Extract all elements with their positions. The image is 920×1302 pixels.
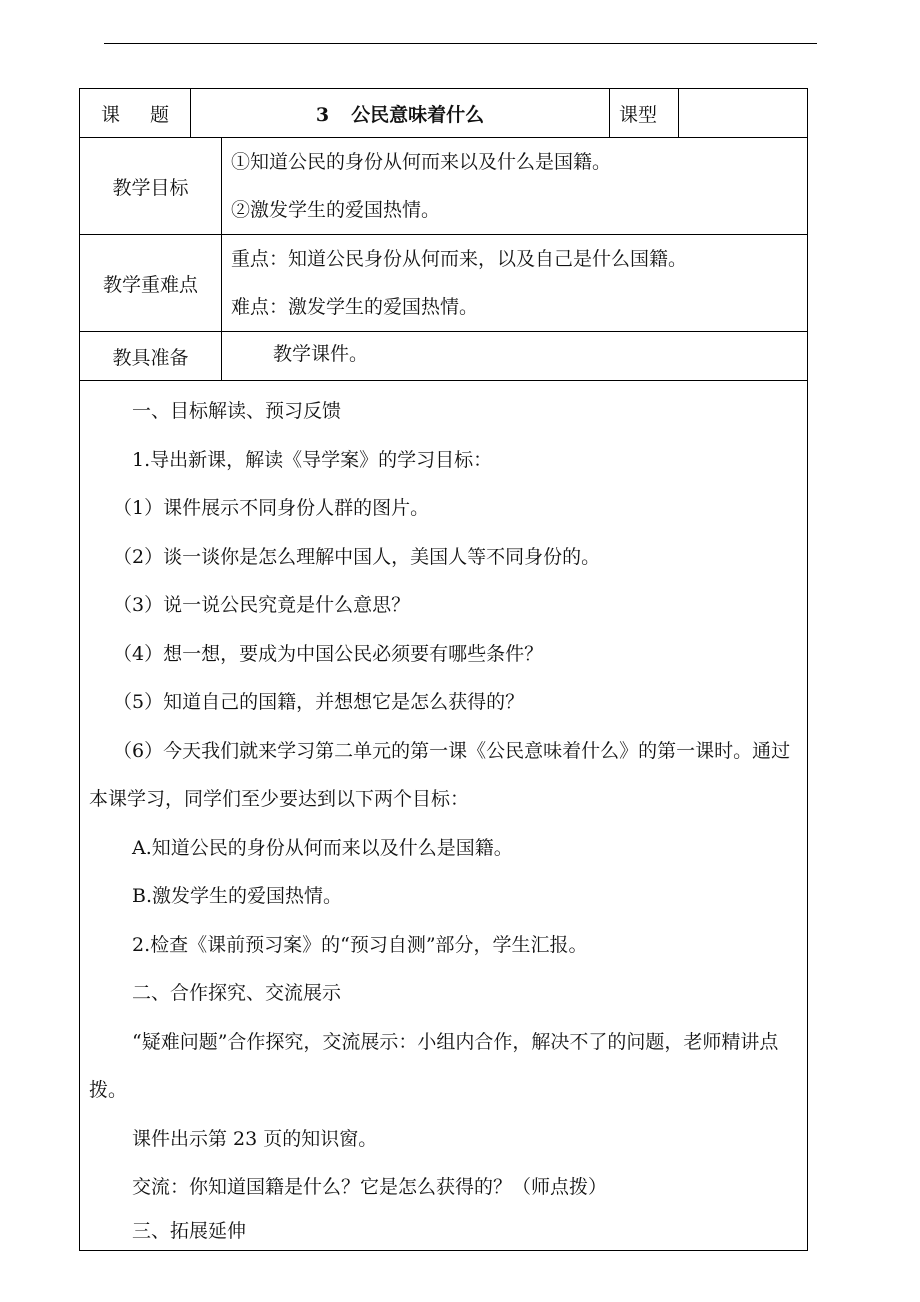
lesson-label-cell <box>80 89 191 138</box>
goal-a: A.知道公民的身份从何而来以及什么是国籍。 <box>132 836 513 859</box>
title-row <box>80 89 808 138</box>
section-heading-2: 二、合作探究、交流展示 <box>132 982 342 1004</box>
keypoints-row <box>80 235 808 332</box>
keypoints-content <box>222 235 808 332</box>
lesson-title-cell <box>191 89 610 138</box>
step-1: 1.导出新课，解读《导学案》的学习目标： <box>132 448 493 471</box>
type-value-cell <box>679 89 808 138</box>
lesson-label-b: 题 <box>150 103 170 126</box>
keypoints-label: 教学重难点 <box>102 273 198 296</box>
keypoints-label-cell <box>80 235 222 332</box>
sub-item-3: （3）说一说公民究竟是什么意思？ <box>113 594 411 616</box>
knowledge-window: 课件出示第 23 页的知识窗。 <box>132 1127 378 1150</box>
lesson-label-a: 课 <box>100 103 120 126</box>
objective-item: ②激发学生的爱国热情。 <box>231 199 441 221</box>
section-heading-1: 一、目标解读、预习反馈 <box>132 400 342 422</box>
goal-b: B.激发学生的爱国热情。 <box>132 885 343 907</box>
sub-item-1: （1）课件展示不同身份人群的图片。 <box>113 497 430 519</box>
tools-row <box>80 332 808 381</box>
lesson-plan-table <box>79 88 808 1251</box>
lesson-number: 3 <box>315 103 330 126</box>
objective-item: ①知道公民的身份从何而来以及什么是国籍。 <box>231 151 612 173</box>
objectives-content <box>222 138 808 235</box>
keypoint-item: 难点：激发学生的爱国热情。 <box>231 296 479 318</box>
type-label: 课型 <box>619 103 658 126</box>
coop-paragraph: “疑难问题”合作探究，交流展示：小组内合作，解决不了的问题，老师精讲点拨。 <box>89 1030 779 1101</box>
keypoint-item: 重点：知道公民身份从何而来，以及自己是什么国籍。 <box>231 248 688 270</box>
tools-label-cell <box>80 332 222 381</box>
sub-item-5: （5）知道自己的国籍，并想想它是怎么获得的？ <box>113 691 525 713</box>
step-2: 2.检查《课前预习案》的“预习自测”部分，学生汇报。 <box>132 933 588 956</box>
exchange-paragraph: 交流：你知道国籍是什么？它是怎么获得的？（师点拨） <box>132 1176 608 1198</box>
process-row <box>80 381 808 1251</box>
teaching-process <box>80 381 808 1251</box>
sub-item-4: （4）想一想，要成为中国公民必须要有哪些条件？ <box>113 642 544 665</box>
tools-label: 教具准备 <box>112 346 189 369</box>
tools-content <box>222 332 808 381</box>
objectives-label-cell <box>80 138 222 235</box>
section-heading-3: 三、拓展延伸 <box>132 1219 247 1242</box>
objectives-row <box>80 138 808 235</box>
tools-value: 教学课件。 <box>273 343 369 365</box>
lesson-title: 公民意味着什么 <box>351 103 485 126</box>
header-rule <box>104 43 817 44</box>
type-label-cell <box>610 89 679 138</box>
objectives-label: 教学目标 <box>112 176 189 199</box>
sub-item-6: （6）今天我们就来学习第二单元的第一课《公民意味着什么》的第一课时。通过本课学习，同学们至少要达到以下两个目标： <box>89 739 791 810</box>
sub-item-2: （2）谈一谈你是怎么理解中国人，美国人等不同身份的。 <box>113 545 601 568</box>
